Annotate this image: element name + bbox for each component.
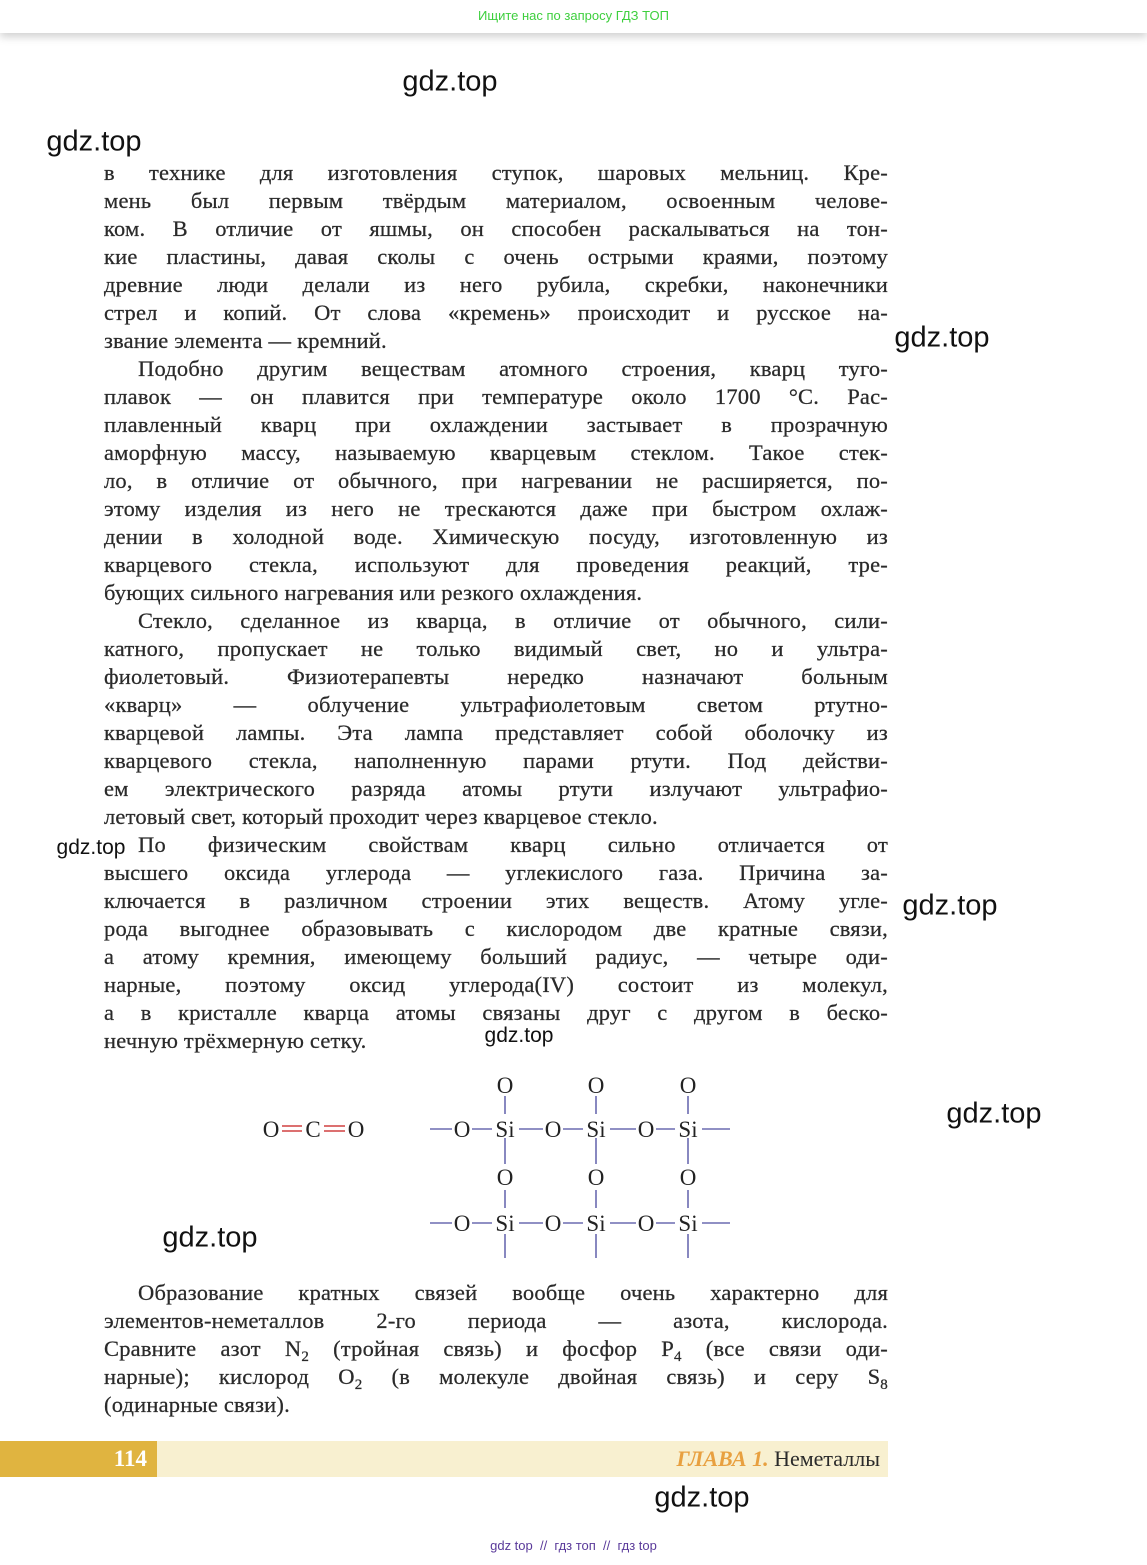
text-line: (одинарные связи). bbox=[104, 1392, 290, 1417]
text-line: фиолетовый. Физиотерапевты нередко назначают больным bbox=[104, 664, 888, 689]
text-line: рода выгоднее образовывать с кислородом две кратные связи, bbox=[104, 916, 888, 941]
text-line: Подобно другим веществам атомного строения, кварц туго- bbox=[138, 356, 888, 381]
text-line: ком. В отличие от яшмы, он способен раскалываться на тон- bbox=[104, 216, 888, 241]
subscript: 2 bbox=[354, 1377, 363, 1393]
text-line: нарные, поэтому оксид углерода(IV) состоит из молекул, bbox=[104, 972, 888, 997]
text-line: ло, в отличие от обычного, при нагревании не расширяется, по- bbox=[104, 468, 888, 493]
subscript: 2 bbox=[301, 1349, 310, 1365]
text-line: мень был первым твёрдым материалом, освоенным челове- bbox=[104, 188, 888, 213]
subscript: 8 bbox=[880, 1377, 888, 1393]
text-line: Стекло, сделанное из кварца, в отличие от обычного, сили- bbox=[138, 608, 888, 633]
page-footer bbox=[0, 1441, 888, 1477]
text-line: стрел и копий. От слова «кремень» происходит и русское на- bbox=[104, 300, 888, 325]
text-line bbox=[104, 1363, 888, 1391]
watermark: gdz.top bbox=[402, 65, 498, 98]
text-line: «кварц» — облучение ультрафиолетовым светом ртутно- bbox=[104, 692, 888, 717]
oxygen-atom: O bbox=[637, 1117, 655, 1142]
oxygen-atom: O bbox=[453, 1211, 471, 1236]
text-line: кварцевой лампы. Эта лампа представляет собой оболочку из bbox=[104, 720, 888, 745]
silicon-atom: Si bbox=[678, 1117, 698, 1142]
bottom-links: gdz top // гдз топ // гдз top bbox=[490, 1538, 657, 1553]
oxygen-atom: O bbox=[587, 1073, 605, 1098]
watermark: gdz.top bbox=[946, 1097, 1042, 1130]
oxygen-atom: O bbox=[453, 1117, 471, 1142]
text-line: кварцевого стекла, наполненную парами ртути. Под действи- bbox=[104, 748, 888, 773]
text-line: а в кристалле кварца атомы связаны друг с другом в беско- bbox=[104, 1000, 888, 1025]
oxygen-atom: O bbox=[587, 1165, 605, 1190]
oxygen-atom: O bbox=[637, 1211, 655, 1236]
oxygen-atom: O bbox=[679, 1165, 697, 1190]
text-line: кие пластины, давая сколы с очень острыми краями, поэтому bbox=[104, 244, 888, 269]
text-line: нечную трёхмерную сетку. bbox=[104, 1028, 367, 1053]
text-line: бующих сильного нагревания или резкого охлаждения. bbox=[104, 580, 643, 605]
silicon-atom: Si bbox=[495, 1117, 515, 1142]
watermark: gdz.top bbox=[56, 836, 126, 859]
text-line: элементов-неметаллов 2-го периода — азота, кислорода. bbox=[104, 1308, 888, 1333]
text-line: ключается в различном строении этих веществ. Атому угле- bbox=[104, 888, 888, 913]
silicon-atom: Si bbox=[586, 1211, 606, 1236]
text-line: Образование кратных связей вообще очень характерно для bbox=[138, 1280, 888, 1305]
watermark: gdz.top bbox=[894, 321, 990, 354]
text-line: в технике для изготовления ступок, шаровых мельниц. Кре- bbox=[104, 160, 888, 185]
oxygen-atom: O bbox=[544, 1117, 562, 1142]
oxygen-atom: O bbox=[544, 1211, 562, 1236]
text-line: а атому кремния, имеющему больший радиус, — четыре оди- bbox=[104, 944, 888, 969]
text-segment: Сравните азот N bbox=[104, 1336, 302, 1361]
subscript: 4 bbox=[674, 1349, 682, 1365]
silicon-atom: Si bbox=[678, 1211, 698, 1236]
silicon-atom: Si bbox=[495, 1211, 515, 1236]
watermark: gdz.top bbox=[46, 125, 142, 158]
carbon-atom: C bbox=[305, 1117, 321, 1142]
watermark: gdz.top bbox=[902, 889, 998, 922]
top-banner bbox=[0, 0, 1147, 33]
text-line: плавок — он плавится при температуре около 1700 °С. Рас- bbox=[104, 384, 888, 409]
text-line: катного, пропускает не только видимый свет, но и ультра- bbox=[104, 636, 888, 661]
text-line: этому изделия из него не трескаются даже при быстром охлаж- bbox=[104, 496, 888, 521]
text-line: По физическим свойствам кварц сильно отличается от bbox=[138, 832, 888, 857]
watermark: gdz.top bbox=[162, 1221, 258, 1254]
text-line: плавленный кварц при охлаждении застывает в прозрачную bbox=[104, 412, 888, 437]
text-line: дении в холодной воде. Химическую посуду, изготовленную из bbox=[104, 524, 888, 549]
chapter-name: Неметаллы bbox=[774, 1446, 880, 1471]
page-number: 114 bbox=[0, 1441, 157, 1477]
text-line: ем электрического разряда атомы ртути излучают ультрафио- bbox=[104, 776, 888, 801]
banner-text: Ищите нас по запросу ГДЗ ТОП bbox=[478, 8, 669, 23]
oxygen-atom: O bbox=[496, 1165, 514, 1190]
text-segment: нарные); кислород O bbox=[104, 1364, 355, 1389]
watermark: gdz.top bbox=[654, 1481, 750, 1514]
text-line: кварцевого стекла, используют для проведения реакций, тре- bbox=[104, 552, 888, 577]
text-line: звание элемента — кремний. bbox=[104, 328, 387, 353]
silicon-atom: Si bbox=[586, 1117, 606, 1142]
text-line: аморфную массу, называемую кварцевым стеклом. Такое стек- bbox=[104, 440, 888, 465]
oxygen-atom: O bbox=[262, 1117, 280, 1142]
watermark: gdz.top bbox=[484, 1024, 554, 1047]
text-line: высшего оксида углерода — углекислого газа. Причина за- bbox=[104, 860, 888, 885]
oxygen-atom: O bbox=[347, 1117, 365, 1142]
text-segment: (все связи оди- bbox=[681, 1336, 889, 1361]
text-line: древние люди делали из него рубила, скребки, наконечники bbox=[104, 272, 888, 297]
text-line: летовый свет, который проходит через кварцевое стекло. bbox=[104, 804, 658, 829]
text-line bbox=[104, 1335, 888, 1363]
text-segment: (тройная связь) и фосфор P bbox=[309, 1336, 675, 1361]
text-segment: (в молекуле двойная связь) и серу S bbox=[362, 1364, 881, 1389]
chapter-label: ГЛАВА 1. bbox=[676, 1446, 769, 1471]
oxygen-atom: O bbox=[496, 1073, 514, 1098]
oxygen-atom: O bbox=[679, 1073, 697, 1098]
chapter-title bbox=[677, 1441, 880, 1477]
